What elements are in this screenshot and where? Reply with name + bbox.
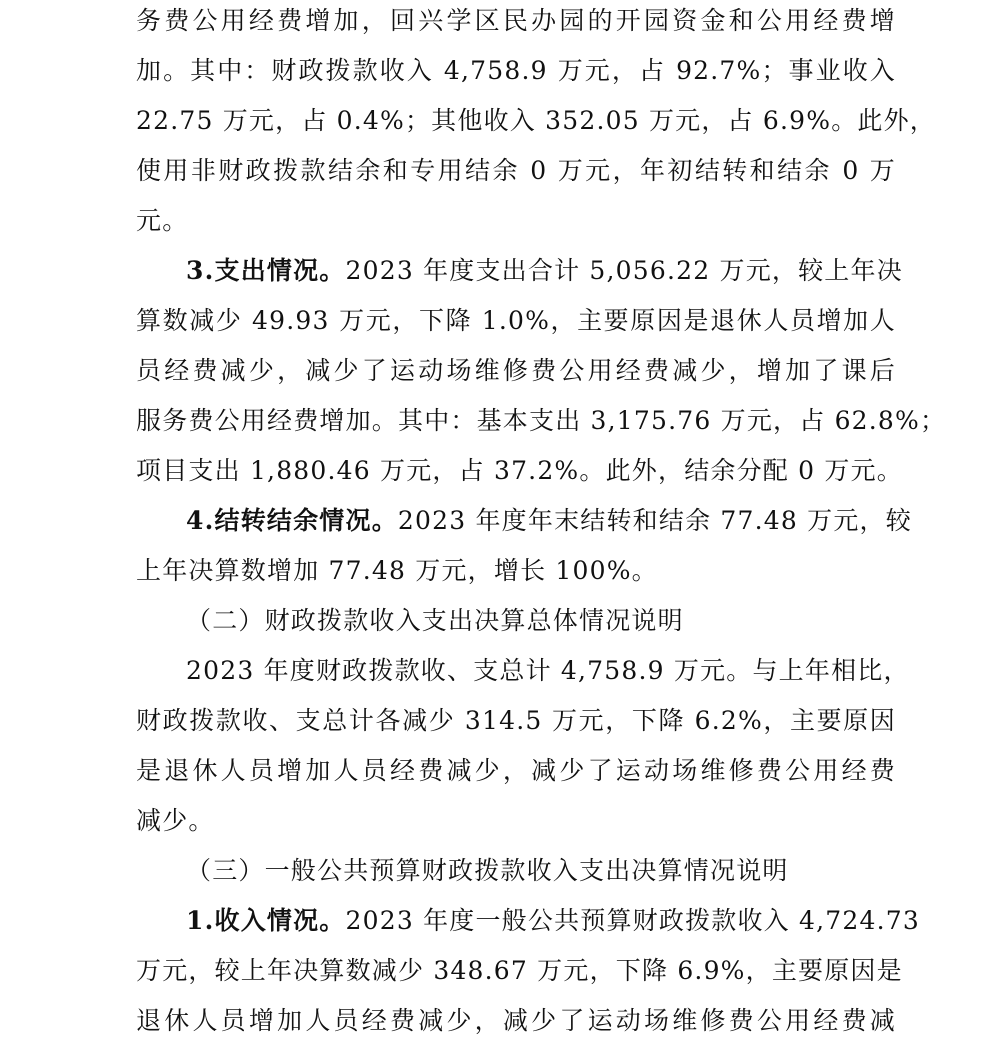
text-line: 上年决算数增加 77.48 万元，增长 100%。 [136,556,658,585]
carryover-paragraph-first-line [186,496,912,546]
text-run: 2023 年度支出合计 5,056.22 万元，较上年决 [345,256,903,285]
expense-paragraph-first-line [186,246,903,296]
text-line: 元。 [136,206,189,235]
text-line: 减少。 [136,806,215,835]
subsection-heading: （二）财政拨款收入支出决算总体情况说明 [186,606,684,635]
text-line: 使用非财政拨款结余和专用结余 0 万元，年初结转和结余 0 万 [136,156,896,185]
text-line: 是退休人员增加人员经费减少，减少了运动场维修费公用经费 [136,756,896,785]
text-line: 22.75 万元，占 0.4%；其他收入 352.05 万元，占 6.9%。此外， [136,106,937,135]
text-line: 万元，较上年决算数减少 348.67 万元，下降 6.9%，主要原因是 [136,956,903,985]
section-heading-expense: 3.支出情况。 [186,256,346,285]
text-line: 员经费减少，减少了运动场维修费公用经费减少，增加了课后 [136,356,896,385]
text-line: 项目支出 1,880.46 万元，占 37.2%。此外，结余分配 0 万元。 [136,456,903,485]
subsection-heading: （三）一般公共预算财政拨款收入支出决算情况说明 [186,856,789,885]
text-line: 财政拨款收、支总计各减少 314.5 万元，下降 6.2%，主要原因 [136,706,896,735]
section-heading-income: 1.收入情况。 [186,906,346,935]
text-line: 务费公用经费增加，回兴学区民办园的开园资金和公用经费增 [136,6,896,35]
text-line: 服务费公用经费增加。其中：基本支出 3,175.76 万元，占 62.8%； [136,406,947,435]
text-line: 2023 年度财政拨款收、支总计 4,758.9 万元。与上年相比， [186,656,910,685]
text-run: 2023 年度一般公共预算财政拨款收入 4,724.73 [345,906,920,935]
text-line: 加。其中：财政拨款收入 4,758.9 万元，占 92.7%；事业收入 [136,56,896,85]
income-paragraph-first-line [186,896,920,946]
section-heading-carryover: 4.结转结余情况。 [186,506,398,535]
text-run: 2023 年度年末结转和结余 77.48 万元，较 [397,506,912,535]
text-line: 算数减少 49.93 万元，下降 1.0%，主要原因是退休人员增加人 [136,306,896,335]
text-line: 退休人员增加人员经费减少，减少了运动场维修费公用经费减 [136,1006,896,1035]
